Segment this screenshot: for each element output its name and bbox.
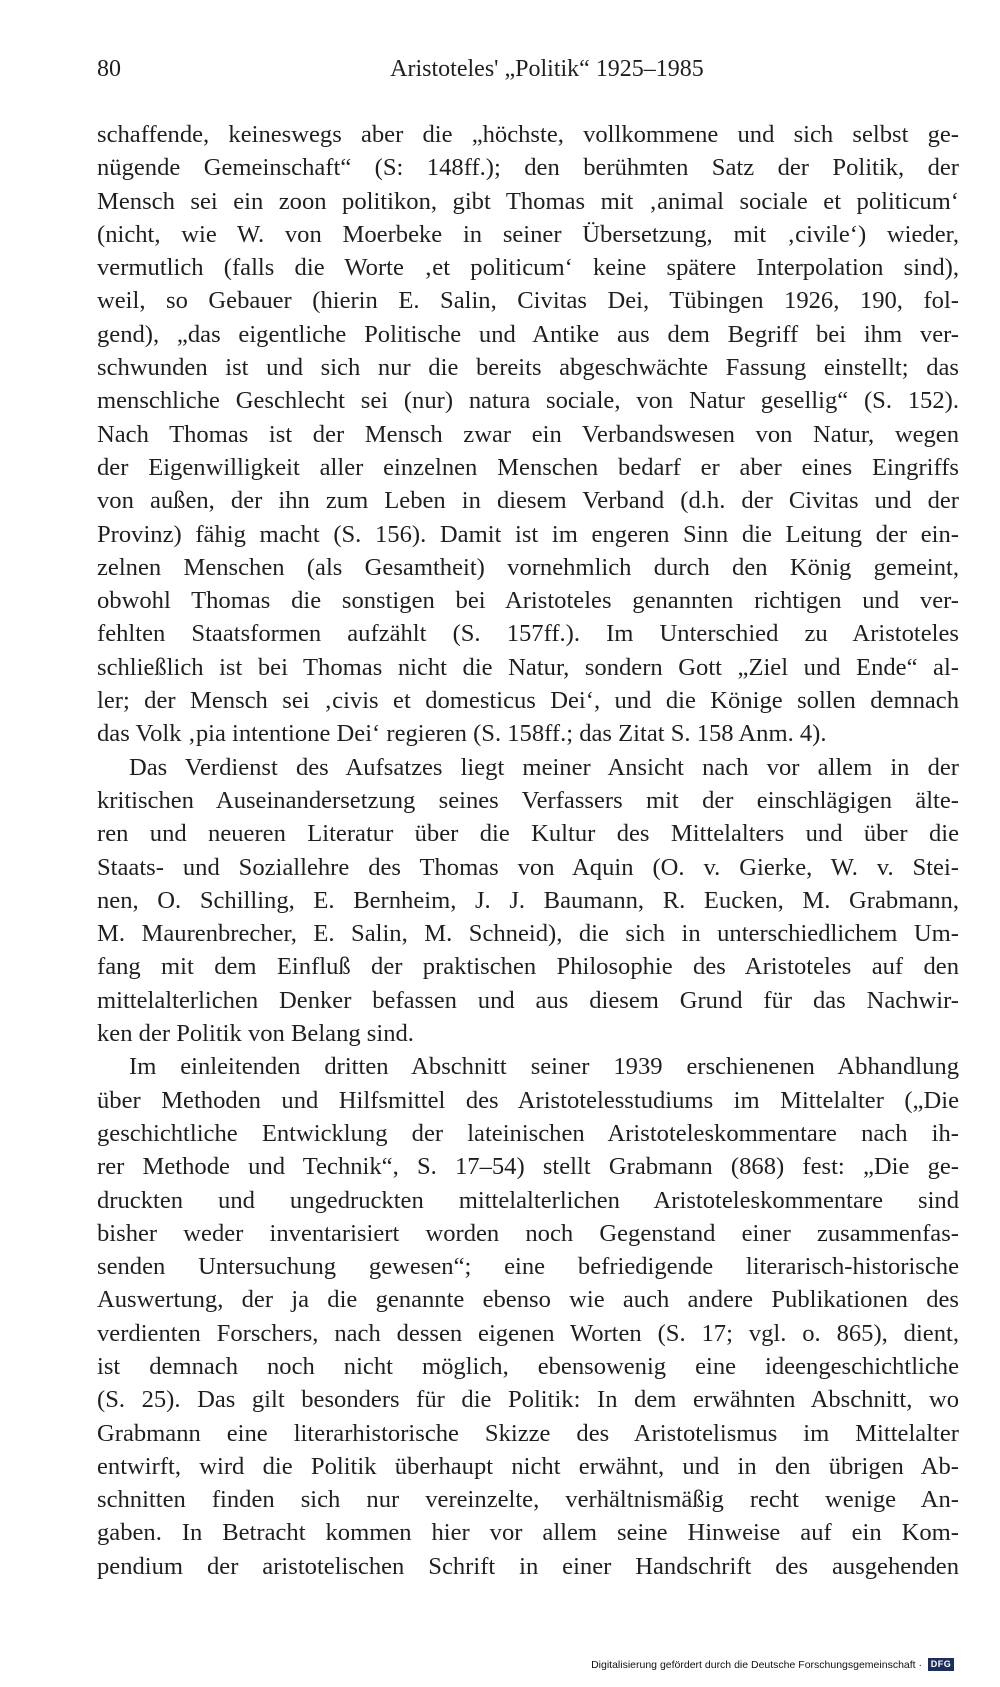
text-line: fehlten Staatsformen aufzählt (S. 157ff.). Im Unterschied zu Aristoteles: [97, 620, 959, 648]
text-line: über Methoden und Hilfsmittel des Aristotelesstudiums im Mittelalter („Die: [97, 1086, 959, 1114]
text-line: gaben. In Betracht kommen hier vor allem seine Hinweise auf ein Kom-: [97, 1519, 959, 1547]
text-line: mittelalterlichen Denker befassen und aus diesem Grund für das Nachwir-: [97, 986, 959, 1014]
text-line: weil, so Gebauer (hierin E. Salin, Civitas Dei, Tübingen 1926, 190, fol-: [97, 287, 959, 315]
text-line: M. Maurenbrecher, E. Salin, M. Schneid), die sich in unterschiedlichem Um-: [97, 920, 959, 948]
body-text: [97, 118, 959, 1583]
text-line: ken der Politik von Belang sind.: [97, 1020, 414, 1048]
text-line: nen, O. Schilling, E. Bernheim, J. J. Baumann, R. Eucken, M. Grabmann,: [97, 886, 959, 914]
text-line: (nicht, wie W. von Moerbeke in seiner Übersetzung, mit ‚civile‘) wieder,: [97, 220, 959, 248]
text-line: Das Verdienst des Aufsatzes liegt meiner Ansicht nach vor allem in der: [129, 753, 959, 781]
text-line: druckten und ungedruckten mittelalterlichen Aristoteleskommentare sind: [97, 1186, 959, 1214]
text-line: entwirft, wird die Politik überhaupt nicht erwähnt, und in den übrigen Ab-: [97, 1452, 959, 1480]
text-line: Staats- und Soziallehre des Thomas von Aquin (O. v. Gierke, W. v. Stei-: [97, 853, 959, 881]
text-line: ler; der Mensch sei ‚civis et domesticus Dei‘, und die Könige sollen demnach: [97, 687, 959, 715]
text-line: menschliche Geschlecht sei (nur) natura sociale, von Natur gesellig“ (S. 152).: [97, 387, 959, 415]
paragraph-1: [97, 118, 959, 751]
text-line: Im einleitenden dritten Abschnitt seiner 1939 erschienenen Abhandlung: [129, 1053, 959, 1081]
text-line: Nach Thomas ist der Mensch zwar ein Verbandswesen von Natur, wegen: [97, 420, 959, 448]
text-line: schwunden ist und sich nur die bereits abgeschwächte Fassung einstellt; das: [97, 354, 959, 382]
text-line: kritischen Auseinandersetzung seines Verfassers mit der einschlägigen älte-: [97, 786, 959, 814]
footer-text: Digitalisierung gefördert durch die Deutsche Forschungsgemeinschaft ·: [591, 1658, 922, 1671]
text-line: ren und neueren Literatur über die Kultur des Mittelalters und über die: [97, 820, 959, 848]
text-line: schaffende, keineswegs aber die „höchste, vollkommene und sich selbst ge-: [97, 121, 959, 148]
text-line: ist demnach noch nicht möglich, ebensowenig eine ideengeschichtliche: [97, 1352, 959, 1380]
running-head: Aristoteles' „Politik“ 1925–1985: [390, 56, 704, 82]
text-line: von außen, der ihn zum Leben in diesem Verband (d.h. der Civitas und der: [97, 487, 959, 515]
text-line: verdienten Forschers, nach dessen eigenen Worten (S. 17; vgl. o. 865), dient,: [97, 1319, 959, 1347]
digitization-footer: [591, 1658, 954, 1671]
text-line: Mensch sei ein zoon politikon, gibt Thomas mit ‚animal sociale et politicum‘: [97, 187, 959, 215]
text-line: bisher weder inventarisiert worden noch Gegenstand einer zusammenfas-: [97, 1219, 959, 1247]
paragraph-3: [97, 1050, 959, 1583]
text-line: rer Methode und Technik“, S. 17–54) stellt Grabmann (868) fest: „Die ge-: [97, 1153, 959, 1181]
text-line: schnitten finden sich nur vereinzelte, verhältnismäßig recht wenige An-: [97, 1486, 959, 1514]
dfg-logo: DFG: [928, 1658, 954, 1671]
text-line: vermutlich (falls die Worte ‚et politicum‘ keine spätere Interpolation sind),: [97, 254, 959, 282]
text-line: obwohl Thomas die sonstigen bei Aristoteles genannten richtigen und ver-: [97, 587, 959, 615]
text-line: nügende Gemeinschaft“ (S: 148ff.); den berühmten Satz der Politik, der: [97, 154, 959, 182]
text-line: Provinz) fähig macht (S. 156). Damit ist im engeren Sinn die Leitung der ein-: [97, 520, 959, 548]
page-header: [97, 56, 957, 92]
text-line: geschichtliche Entwicklung der lateinischen Aristoteleskommentare nach ih-: [97, 1119, 959, 1147]
text-line: zelnen Menschen (als Gesamtheit) vornehmlich durch den König gemeint,: [97, 553, 959, 581]
text-line: Grabmann eine literarhistorische Skizze des Aristotelismus im Mittelalter: [97, 1419, 959, 1447]
text-line: (S. 25). Das gilt besonders für die Politik: In dem erwähnten Abschnitt, wo: [97, 1386, 959, 1414]
text-line: gend), „das eigentliche Politische und Antike aus dem Begriff bei ihm ver-: [97, 320, 959, 348]
paragraph-2: [97, 751, 959, 1051]
text-line: das Volk ‚pia intentione Dei‘ regieren (S. 158ff.; das Zitat S. 158 Anm. 4).: [97, 720, 827, 748]
text-line: schließlich ist bei Thomas nicht die Natur, sondern Gott „Ziel und Ende“ al-: [97, 653, 959, 681]
text-line: senden Untersuchung gewesen“; eine befriedigende literarisch-historische: [97, 1253, 959, 1281]
text-line: fang mit dem Einfluß der praktischen Philosophie des Aristoteles auf den: [97, 953, 959, 981]
text-line: pendium der aristotelischen Schrift in einer Handschrift des ausgehenden: [97, 1552, 959, 1580]
text-line: der Eigenwilligkeit aller einzelnen Menschen bedarf er aber eines Eingriffs: [97, 453, 959, 481]
text-line: Auswertung, der ja die genannte ebenso wie auch andere Publikationen des: [97, 1286, 959, 1314]
page-number: 80: [97, 56, 121, 82]
